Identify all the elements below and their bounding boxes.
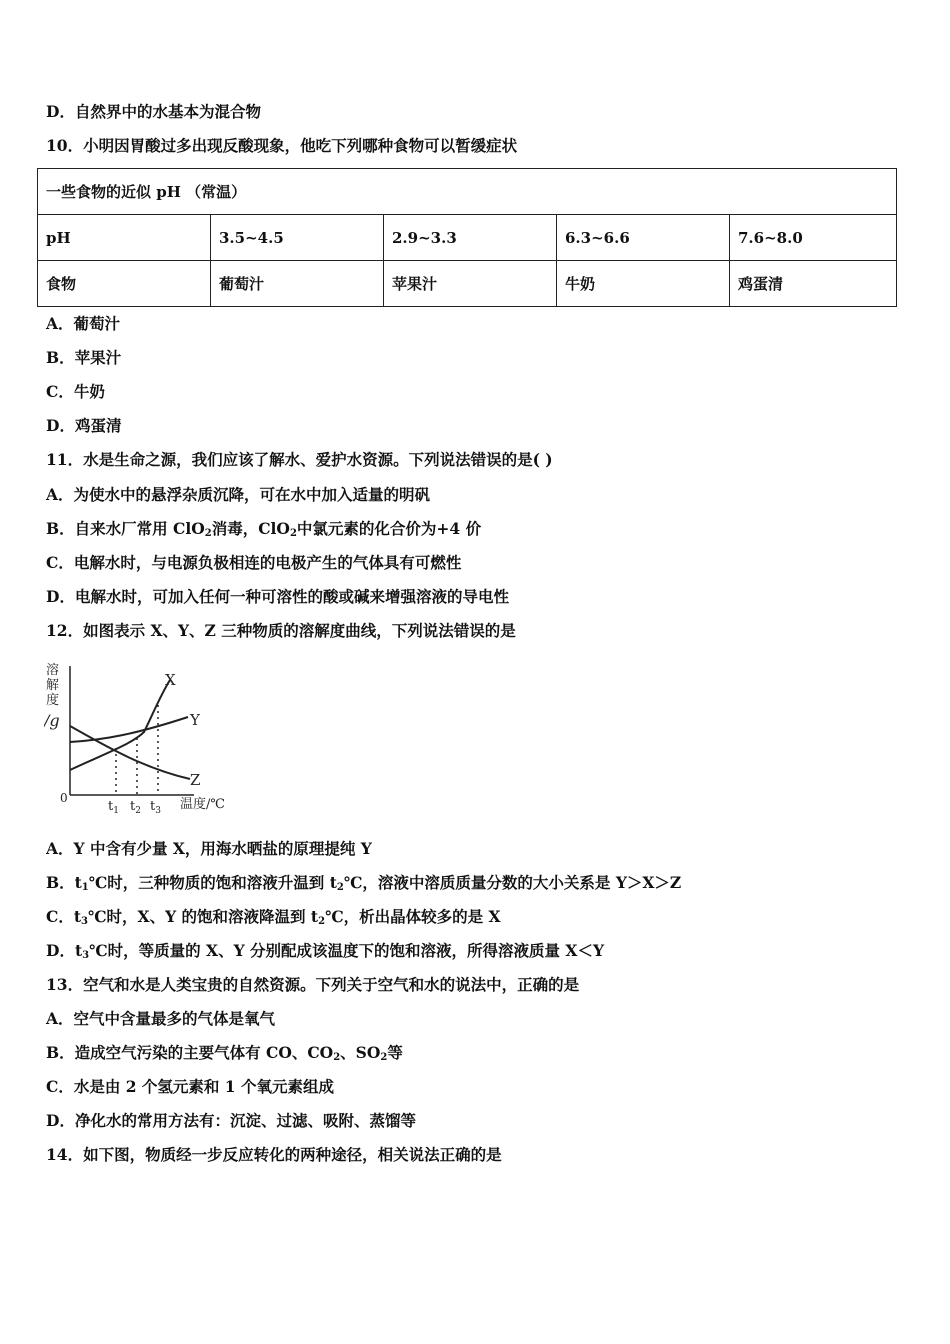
tick-t2: $t_2$ [130, 799, 141, 816]
food-label: 食物 [38, 261, 211, 307]
curve-y [70, 717, 188, 742]
table-row [38, 215, 897, 261]
y-label-char: 度 [46, 693, 60, 708]
origin-label: 0 [60, 791, 68, 805]
food-name: 鸡蛋清 [730, 261, 897, 307]
label-x: X [165, 671, 176, 689]
y-label-char: 解 [46, 678, 60, 693]
q9-option-d: D．自然界中的水基本为混合物 [46, 102, 261, 121]
q10-stem: 10．小明因胃酸过多出现反酸现象，他吃下列哪种食物可以暂缓症状 [46, 136, 518, 155]
q10-option-d: D．鸡蛋清 [46, 416, 122, 435]
ph-table [37, 168, 897, 307]
q11-option-c: C．电解水时，与电源负极相连的电极产生的气体具有可燃性 [46, 553, 462, 572]
q12-option-b: B．$t_1℃$时，三种物质的饱和溶液升温到 $t_2℃$，溶液中溶质质量分数的大小关系是 Y＞X＞Z [46, 873, 682, 893]
q14-stem: 14．如下图，物质经一步反应转化的两种途径，相关说法正确的是 [46, 1145, 502, 1164]
food-name: 牛奶 [557, 261, 730, 307]
ph-value: 3.5~4.5 [211, 215, 384, 261]
label-y: Y [190, 711, 200, 729]
y-unit: /g [44, 711, 60, 730]
q11-option-a: A．为使水中的悬浮杂质沉降，可在水中加入适量的明矾 [46, 485, 431, 504]
q10-option-b: B．苹果汁 [46, 348, 122, 367]
q12-option-c: C．$t_3℃$时，X、Y 的饱和溶液降温到 $t_2℃$，析出晶体较多的是 X [46, 907, 501, 927]
y-label-char: 溶 [46, 663, 60, 678]
table-row [38, 261, 897, 307]
ph-value: 7.6~8.0 [730, 215, 897, 261]
ph-table-caption: 一些食物的近似 pH （常温） [38, 169, 897, 215]
tick-t3: $t_3$ [150, 799, 161, 816]
ph-value: 6.3~6.6 [557, 215, 730, 261]
q11-option-b: B．自来水厂常用 ClO$_2$消毒，ClO$_2$中氯元素的化合价为+4 价 [46, 519, 482, 539]
label-z: Z [190, 771, 201, 789]
q13-option-b: B．造成空气污染的主要气体有 CO、$CO_2$、$SO_2$等 [46, 1043, 403, 1063]
q13-stem: 13．空气和水是人类宝贵的自然资源。下列关于空气和水的说法中，正确的是 [46, 975, 580, 994]
food-name: 葡萄汁 [211, 261, 384, 307]
q10-option-a: A．葡萄汁 [46, 314, 121, 333]
q12-option-d: D．$t_3℃$时，等质量的 X、Y 分别配成该温度下的饱和溶液，所得溶液质量 X＜Y [46, 941, 605, 961]
x-axis-label: 温度/℃ [180, 797, 225, 812]
q13-option-d: D．净化水的常用方法有：沉淀、过滤、吸附、蒸馏等 [46, 1111, 416, 1130]
q12-stem: 12．如图表示 X、Y、Z 三种物质的溶解度曲线，下列说法错误的是 [46, 621, 516, 640]
q11-stem: 11．水是生命之源，我们应该了解水、爱护水资源。下列说法错误的是( ) [46, 450, 553, 469]
q13-option-c: C．水是由 2 个氢元素和 1 个氧元素组成 [46, 1077, 334, 1096]
q11-option-d: D．电解水时，可加入任何一种可溶性的酸或碱来增强溶液的导电性 [46, 587, 509, 606]
q12-option-a: A．Y 中含有少量 X，用海水晒盐的原理提纯 Y [46, 839, 372, 858]
q10-option-c: C．牛奶 [46, 382, 105, 401]
curve-x [70, 680, 170, 770]
q13-option-a: A．空气中含量最多的气体是氧气 [46, 1009, 276, 1028]
ph-value: 2.9~3.3 [384, 215, 557, 261]
ph-label: pH [38, 215, 211, 261]
tick-t1: $t_1$ [108, 799, 119, 816]
solubility-graph [44, 660, 244, 820]
food-name: 苹果汁 [384, 261, 557, 307]
